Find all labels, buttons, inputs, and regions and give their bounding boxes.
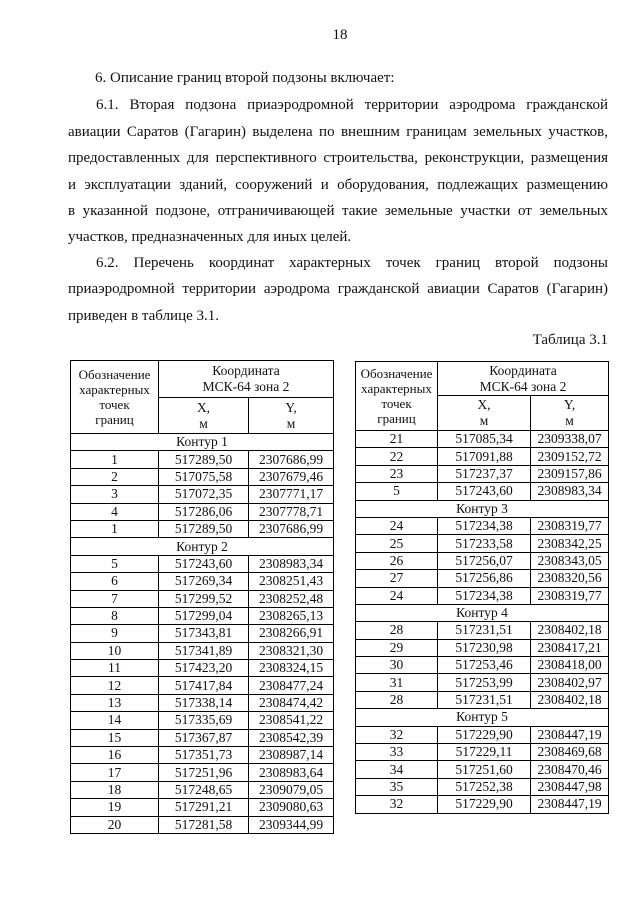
coordinate-system-header — [159, 361, 334, 398]
paragraph-6-2-line: приаэродромной территории аэродрома гражданской авиации Саратов (Гагарин) — [68, 281, 608, 297]
y-coordinate-cell: 2307686,99 — [249, 451, 334, 468]
x-coordinate-cell: 517243,60 — [159, 555, 249, 572]
x-coordinate-cell: 517072,35 — [159, 486, 249, 503]
table-row — [71, 625, 334, 642]
point-id-cell: 1 — [71, 520, 159, 537]
y-coordinate-cell: 2308319,77 — [531, 517, 609, 534]
x-coordinate-cell: 517091,88 — [438, 448, 531, 465]
y-coordinate-cell: 2308418,00 — [531, 657, 609, 674]
header-text: X, — [477, 397, 491, 412]
table-row — [71, 642, 334, 659]
x-coordinate-header — [159, 398, 249, 434]
contour-label: Контур 3 — [356, 500, 609, 517]
x-coordinate-cell: 517229,11 — [438, 744, 531, 761]
header-text: м — [565, 413, 574, 428]
y-coordinate-cell: 2308265,13 — [249, 607, 334, 624]
y-coordinate-cell: 2308417,21 — [531, 639, 609, 656]
point-id-cell: 29 — [356, 639, 438, 656]
header-text: X, — [196, 399, 211, 415]
x-coordinate-cell: 517286,06 — [159, 503, 249, 520]
x-coordinate-cell: 517251,96 — [159, 764, 249, 781]
contour-label: Контур 1 — [71, 434, 334, 451]
header-text: Обозначение — [360, 366, 433, 381]
coordinates-table-right — [355, 361, 609, 814]
point-id-cell: 14 — [71, 712, 159, 729]
paragraph-6-1-line: предоставленных для перспективного строительства, реконструкции, размещения — [68, 150, 608, 166]
x-coordinate-cell: 517341,89 — [159, 642, 249, 659]
y-coordinate-cell: 2308320,56 — [531, 570, 609, 587]
point-id-cell: 27 — [356, 570, 438, 587]
x-coordinate-cell: 517253,46 — [438, 657, 531, 674]
header-text: Y, — [285, 399, 297, 415]
table-row — [356, 517, 609, 534]
point-id-cell: 32 — [356, 796, 438, 813]
point-id-cell: 12 — [71, 677, 159, 694]
table-row — [71, 816, 334, 833]
header-text: Координата — [489, 362, 557, 378]
table-header — [71, 361, 334, 434]
y-coordinate-cell: 2307778,71 — [249, 503, 334, 520]
table-row — [71, 590, 334, 607]
x-coordinate-cell: 517269,34 — [159, 573, 249, 590]
contour-row — [71, 434, 334, 451]
table-row — [356, 448, 609, 465]
point-id-cell: 5 — [356, 483, 438, 500]
point-id-cell: 24 — [356, 587, 438, 604]
table-row — [356, 639, 609, 656]
header-text: границ — [95, 412, 134, 427]
y-coordinate-header — [531, 396, 609, 431]
table-row — [71, 486, 334, 503]
table-row — [71, 799, 334, 816]
x-coordinate-cell: 517343,81 — [159, 625, 249, 642]
table-row — [356, 465, 609, 482]
header-row — [71, 361, 334, 398]
contour-row — [356, 500, 609, 517]
y-coordinate-cell: 2307686,99 — [249, 520, 334, 537]
point-id-cell: 22 — [356, 448, 438, 465]
point-id-cell: 11 — [71, 660, 159, 677]
x-coordinate-cell: 517289,50 — [159, 520, 249, 537]
y-coordinate-cell: 2308251,43 — [249, 573, 334, 590]
y-coordinate-cell: 2308402,18 — [531, 622, 609, 639]
table-row — [71, 747, 334, 764]
contour-label: Контур 5 — [356, 709, 609, 726]
table-row — [71, 451, 334, 468]
point-id-cell: 5 — [71, 555, 159, 572]
table-row — [71, 503, 334, 520]
point-id-cell: 18 — [71, 781, 159, 798]
y-coordinate-cell: 2308474,42 — [249, 694, 334, 711]
y-coordinate-cell: 2308324,15 — [249, 660, 334, 677]
point-id-cell: 8 — [71, 607, 159, 624]
y-coordinate-cell: 2308402,18 — [531, 691, 609, 708]
x-coordinate-header — [438, 396, 531, 431]
header-text: м — [199, 415, 208, 431]
header-row — [356, 362, 609, 396]
point-id-cell: 34 — [356, 761, 438, 778]
header-text: границ — [377, 411, 416, 426]
paragraph-6-1-line: участков, предназначенных для иных целей. — [68, 229, 352, 245]
y-coordinate-header — [249, 398, 334, 434]
x-coordinate-cell: 517230,98 — [438, 639, 531, 656]
table-row — [71, 677, 334, 694]
contour-row — [356, 709, 609, 726]
table-row — [356, 622, 609, 639]
point-id-cell: 33 — [356, 744, 438, 761]
x-coordinate-cell: 517253,99 — [438, 674, 531, 691]
header-text: характерных — [79, 382, 150, 397]
y-coordinate-cell: 2308469,68 — [531, 744, 609, 761]
point-id-cell: 7 — [71, 590, 159, 607]
header-text: Координата — [212, 363, 280, 378]
y-coordinate-cell: 2308542,39 — [249, 729, 334, 746]
paragraph-6-2-line: 6.2. Перечень координат характерных точек границ второй подзоны — [96, 255, 608, 271]
table-row — [356, 674, 609, 691]
paragraph-6-1-line: в указанной подзоне, отграничивающей такие земельные участки от земельных — [68, 203, 608, 219]
point-id-cell: 17 — [71, 764, 159, 781]
table-body — [356, 431, 609, 814]
y-coordinate-cell: 2308266,91 — [249, 625, 334, 642]
y-coordinate-cell: 2309079,05 — [249, 781, 334, 798]
x-coordinate-cell: 517289,50 — [159, 451, 249, 468]
point-id-cell: 3 — [71, 486, 159, 503]
point-id-cell: 23 — [356, 465, 438, 482]
table-row — [356, 778, 609, 795]
header-text: точек — [381, 396, 412, 411]
paragraph-6-1-line: 6.1. Вторая подзона приаэродромной территории аэродрома гражданской — [96, 97, 608, 113]
x-coordinate-cell: 517229,90 — [438, 796, 531, 813]
y-coordinate-cell: 2309080,63 — [249, 799, 334, 816]
point-id-cell: 32 — [356, 726, 438, 743]
x-coordinate-cell: 517085,34 — [438, 431, 531, 448]
y-coordinate-cell: 2308342,25 — [531, 535, 609, 552]
x-coordinate-cell: 517243,60 — [438, 483, 531, 500]
header-text: Обозначение — [78, 367, 151, 382]
y-coordinate-cell: 2308477,24 — [249, 677, 334, 694]
y-coordinate-cell: 2309338,07 — [531, 431, 609, 448]
y-coordinate-cell: 2308319,77 — [531, 587, 609, 604]
table-row — [356, 744, 609, 761]
point-id-cell: 26 — [356, 552, 438, 569]
y-coordinate-cell: 2308343,05 — [531, 552, 609, 569]
point-id-cell: 25 — [356, 535, 438, 552]
coordinate-system-header — [438, 362, 609, 396]
table-row — [356, 691, 609, 708]
point-id-cell: 35 — [356, 778, 438, 795]
x-coordinate-cell: 517335,69 — [159, 712, 249, 729]
table-header — [356, 362, 609, 431]
point-id-cell: 16 — [71, 747, 159, 764]
table-row — [71, 764, 334, 781]
table-row — [356, 535, 609, 552]
point-id-cell: 28 — [356, 622, 438, 639]
table-row — [356, 726, 609, 743]
x-coordinate-cell: 517075,58 — [159, 468, 249, 485]
header-text: м — [479, 413, 489, 428]
x-coordinate-cell: 517299,52 — [159, 590, 249, 607]
table-row — [71, 555, 334, 572]
table-row — [356, 483, 609, 500]
header-text: м — [286, 415, 296, 431]
table-row — [356, 570, 609, 587]
table-row — [356, 761, 609, 778]
y-coordinate-cell: 2308252,48 — [249, 590, 334, 607]
y-coordinate-cell: 2308983,64 — [249, 764, 334, 781]
point-id-cell: 31 — [356, 674, 438, 691]
table-row — [71, 468, 334, 485]
point-id-cell: 1 — [71, 451, 159, 468]
table-body — [71, 434, 334, 834]
table-row — [356, 552, 609, 569]
table-row — [356, 587, 609, 604]
table-row — [71, 607, 334, 624]
table-caption: Таблица 3.1 — [532, 332, 608, 348]
x-coordinate-cell: 517367,87 — [159, 729, 249, 746]
table-row — [71, 781, 334, 798]
x-coordinate-cell: 517251,60 — [438, 761, 531, 778]
table-row — [71, 712, 334, 729]
header-text: точек — [99, 397, 130, 412]
header-text: МСК-64 зона 2 — [479, 378, 567, 394]
x-coordinate-cell: 517256,07 — [438, 552, 531, 569]
point-id-cell: 13 — [71, 694, 159, 711]
x-coordinate-cell: 517248,65 — [159, 781, 249, 798]
y-coordinate-cell: 2307679,46 — [249, 468, 334, 485]
x-coordinate-cell: 517231,51 — [438, 691, 531, 708]
contour-row — [71, 538, 334, 555]
coordinates-table-left — [70, 360, 334, 834]
paragraph-6-2-line: приведен в таблице 3.1. — [68, 308, 220, 324]
y-coordinate-cell: 2308541,22 — [249, 712, 334, 729]
contour-row — [356, 604, 609, 621]
x-coordinate-cell: 517233,58 — [438, 535, 531, 552]
paragraph-6-1-line: и эксплуатации зданий, сооружений и оборудования, подлежащих размещению — [68, 177, 608, 193]
point-designation-header — [71, 361, 159, 434]
point-id-cell: 30 — [356, 657, 438, 674]
table-row — [71, 660, 334, 677]
y-coordinate-cell: 2309152,72 — [531, 448, 609, 465]
x-coordinate-cell: 517351,73 — [159, 747, 249, 764]
point-id-cell: 6 — [71, 573, 159, 590]
y-coordinate-cell: 2308447,19 — [531, 726, 609, 743]
x-coordinate-cell: 517252,38 — [438, 778, 531, 795]
point-id-cell: 9 — [71, 625, 159, 642]
y-coordinate-cell: 2308983,34 — [249, 555, 334, 572]
contour-label: Контур 4 — [356, 604, 609, 621]
x-coordinate-cell: 517299,04 — [159, 607, 249, 624]
page-number: 18 — [332, 27, 348, 43]
y-coordinate-cell: 2308987,14 — [249, 747, 334, 764]
point-id-cell: 28 — [356, 691, 438, 708]
point-id-cell: 19 — [71, 799, 159, 816]
table-row — [356, 431, 609, 448]
table-row — [71, 520, 334, 537]
x-coordinate-cell: 517256,86 — [438, 570, 531, 587]
x-coordinate-cell: 517229,90 — [438, 726, 531, 743]
point-id-cell: 24 — [356, 517, 438, 534]
y-coordinate-cell: 2309157,86 — [531, 465, 609, 482]
y-coordinate-cell: 2308402,97 — [531, 674, 609, 691]
table-row — [71, 573, 334, 590]
table-row — [71, 729, 334, 746]
x-coordinate-cell: 517231,51 — [438, 622, 531, 639]
x-coordinate-cell: 517291,21 — [159, 799, 249, 816]
paragraph-6-1-line: авиации Саратов (Гагарин) выделена по внешним границам земельных участков, — [68, 124, 608, 140]
point-id-cell: 15 — [71, 729, 159, 746]
point-id-cell: 21 — [356, 431, 438, 448]
y-coordinate-cell: 2308470,46 — [531, 761, 609, 778]
x-coordinate-cell: 517237,37 — [438, 465, 531, 482]
point-id-cell: 20 — [71, 816, 159, 833]
table-row — [356, 796, 609, 813]
x-coordinate-cell: 517234,38 — [438, 517, 531, 534]
x-coordinate-cell: 517234,38 — [438, 587, 531, 604]
y-coordinate-cell: 2308447,19 — [531, 796, 609, 813]
y-coordinate-cell: 2308983,34 — [531, 483, 609, 500]
y-coordinate-cell: 2307771,17 — [249, 486, 334, 503]
point-designation-header — [356, 362, 438, 431]
x-coordinate-cell: 517423,20 — [159, 660, 249, 677]
header-text: характерных — [361, 381, 432, 396]
x-coordinate-cell: 517281,58 — [159, 816, 249, 833]
y-coordinate-cell: 2308447,98 — [531, 778, 609, 795]
table-row — [71, 694, 334, 711]
point-id-cell: 2 — [71, 468, 159, 485]
x-coordinate-cell: 517417,84 — [159, 677, 249, 694]
header-text: Y, — [563, 397, 576, 412]
table-row — [356, 657, 609, 674]
contour-label: Контур 2 — [71, 538, 334, 555]
y-coordinate-cell: 2308321,30 — [249, 642, 334, 659]
point-id-cell: 4 — [71, 503, 159, 520]
paragraph-6-heading: 6. Описание границ второй подзоны включает: — [95, 70, 395, 86]
point-id-cell: 10 — [71, 642, 159, 659]
header-text: МСК-64 зона 2 — [202, 379, 290, 394]
y-coordinate-cell: 2309344,99 — [249, 816, 334, 833]
x-coordinate-cell: 517338,14 — [159, 694, 249, 711]
